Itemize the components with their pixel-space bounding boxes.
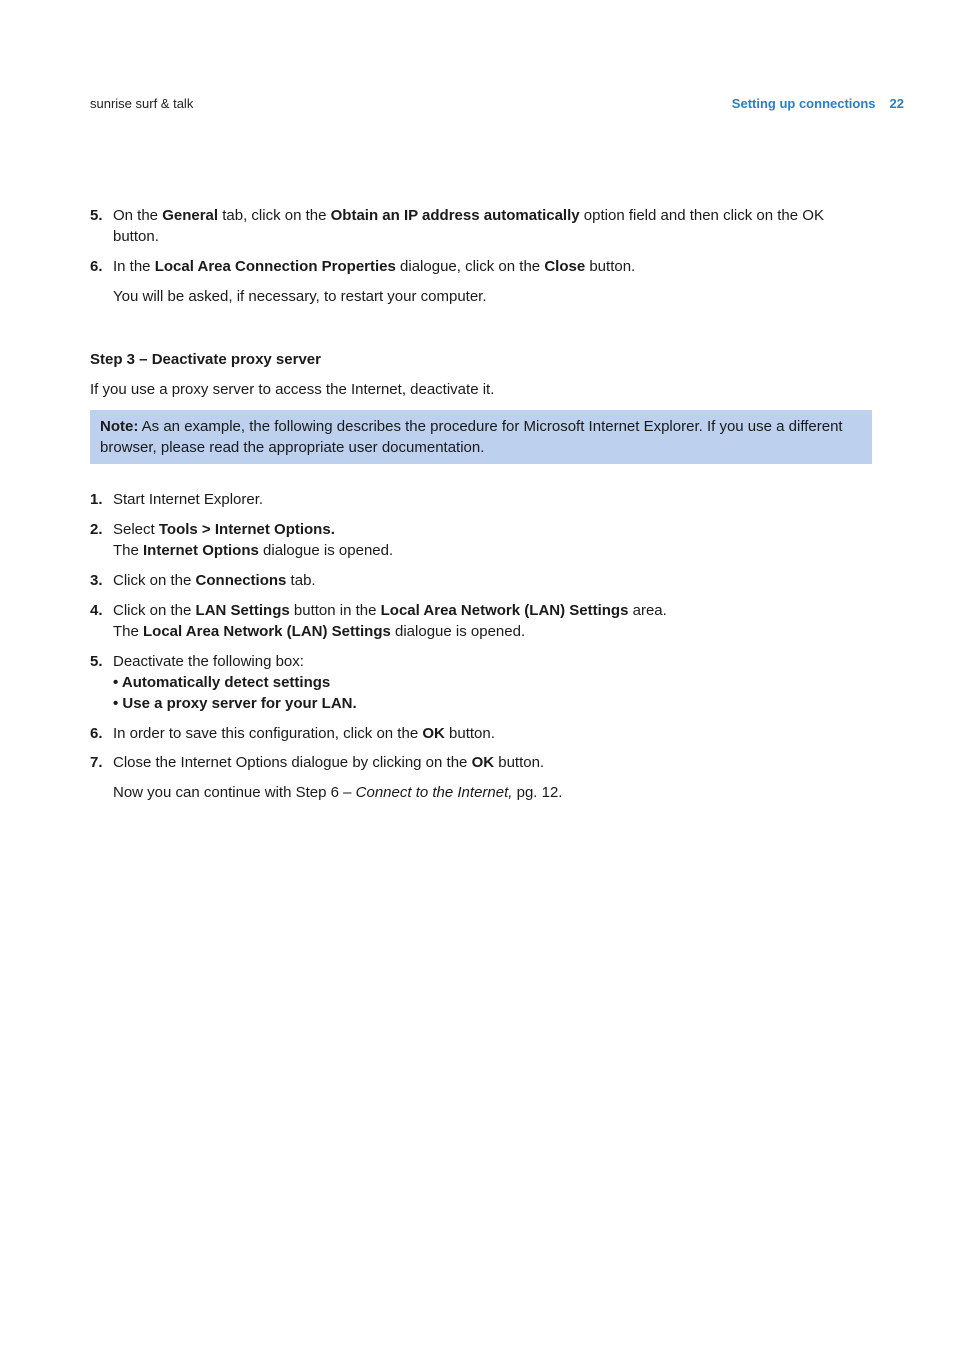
list-item-text: Start Internet Explorer. [113,491,264,508]
cross-reference: Connect to the Internet, [355,784,513,801]
list-item-text-cont: button. [113,228,159,245]
document-product-name: sunrise surf & talk [90,96,194,111]
note-text: Note: As an example, the following describes the procedure for Microsoft Internet Explorer. If you use a different [100,418,843,435]
list-item-text: Close the Internet Options dialogue by clicking on the OK button. [113,754,545,771]
list-item-2 [90,519,872,561]
note-text-cont: browser, please read the appropriate user documentation. [100,439,485,456]
list-item-text: Select Tools > Internet Options. [113,521,335,538]
list-item-text-cont: The Internet Options dialogue is opened. [113,542,394,559]
list-number: 5. [90,207,103,224]
list-item-4 [90,600,872,642]
list-item-7 [90,752,872,773]
list-item-6b [90,723,872,744]
list-number: 3. [90,572,103,589]
list-item-text-cont: The Local Area Network (LAN) Settings dialogue is opened. [113,623,526,640]
list-item-text: Deactivate the following box: [113,653,304,670]
list-number: 7. [90,754,103,771]
section-header [732,96,904,111]
note-box [90,410,872,464]
list-item-3 [90,570,872,591]
list-number: 1. [90,491,103,508]
list-item-5 [90,205,872,247]
restart-note: You will be asked, if necessary, to restart your computer. [113,288,487,305]
page-content [90,205,872,803]
list-item-text: Click on the LAN Settings button in the Local Area Network (LAN) Settings area. [113,602,667,619]
step-heading: Step 3 – Deactivate proxy server [90,351,321,368]
list-item-1 [90,489,872,510]
list-number: 2. [90,521,103,538]
list-item-6 [90,256,872,277]
note-label: Note: [100,418,139,435]
list-item-text: In order to save this configuration, click on the OK button. [113,725,495,742]
list-item-text: On the General tab, click on the Obtain an IP address automatically option field and then click on the OK [113,207,824,224]
bullet-proxy-server: • Use a proxy server for your LAN. [113,695,357,712]
step-intro: If you use a proxy server to access the Internet, deactivate it. [90,381,495,398]
section-title: Setting up connections [731,96,876,111]
list-number: 5. [90,653,103,670]
list-item-text: Click on the Connections tab. [113,572,316,589]
list-number: 4. [90,602,103,619]
list-item-text: In the Local Area Connection Properties dialogue, click on the Close button. [113,258,636,275]
list-number: 6. [90,258,103,275]
continue-note: Now you can continue with Step 6 – Connect to the Internet, pg. 12. [113,784,563,801]
list-number: 6. [90,725,103,742]
bullet-automatic-detect: • Automatically detect settings [113,674,331,691]
list-item-5b [90,651,872,714]
page-number: 22 [889,96,904,111]
